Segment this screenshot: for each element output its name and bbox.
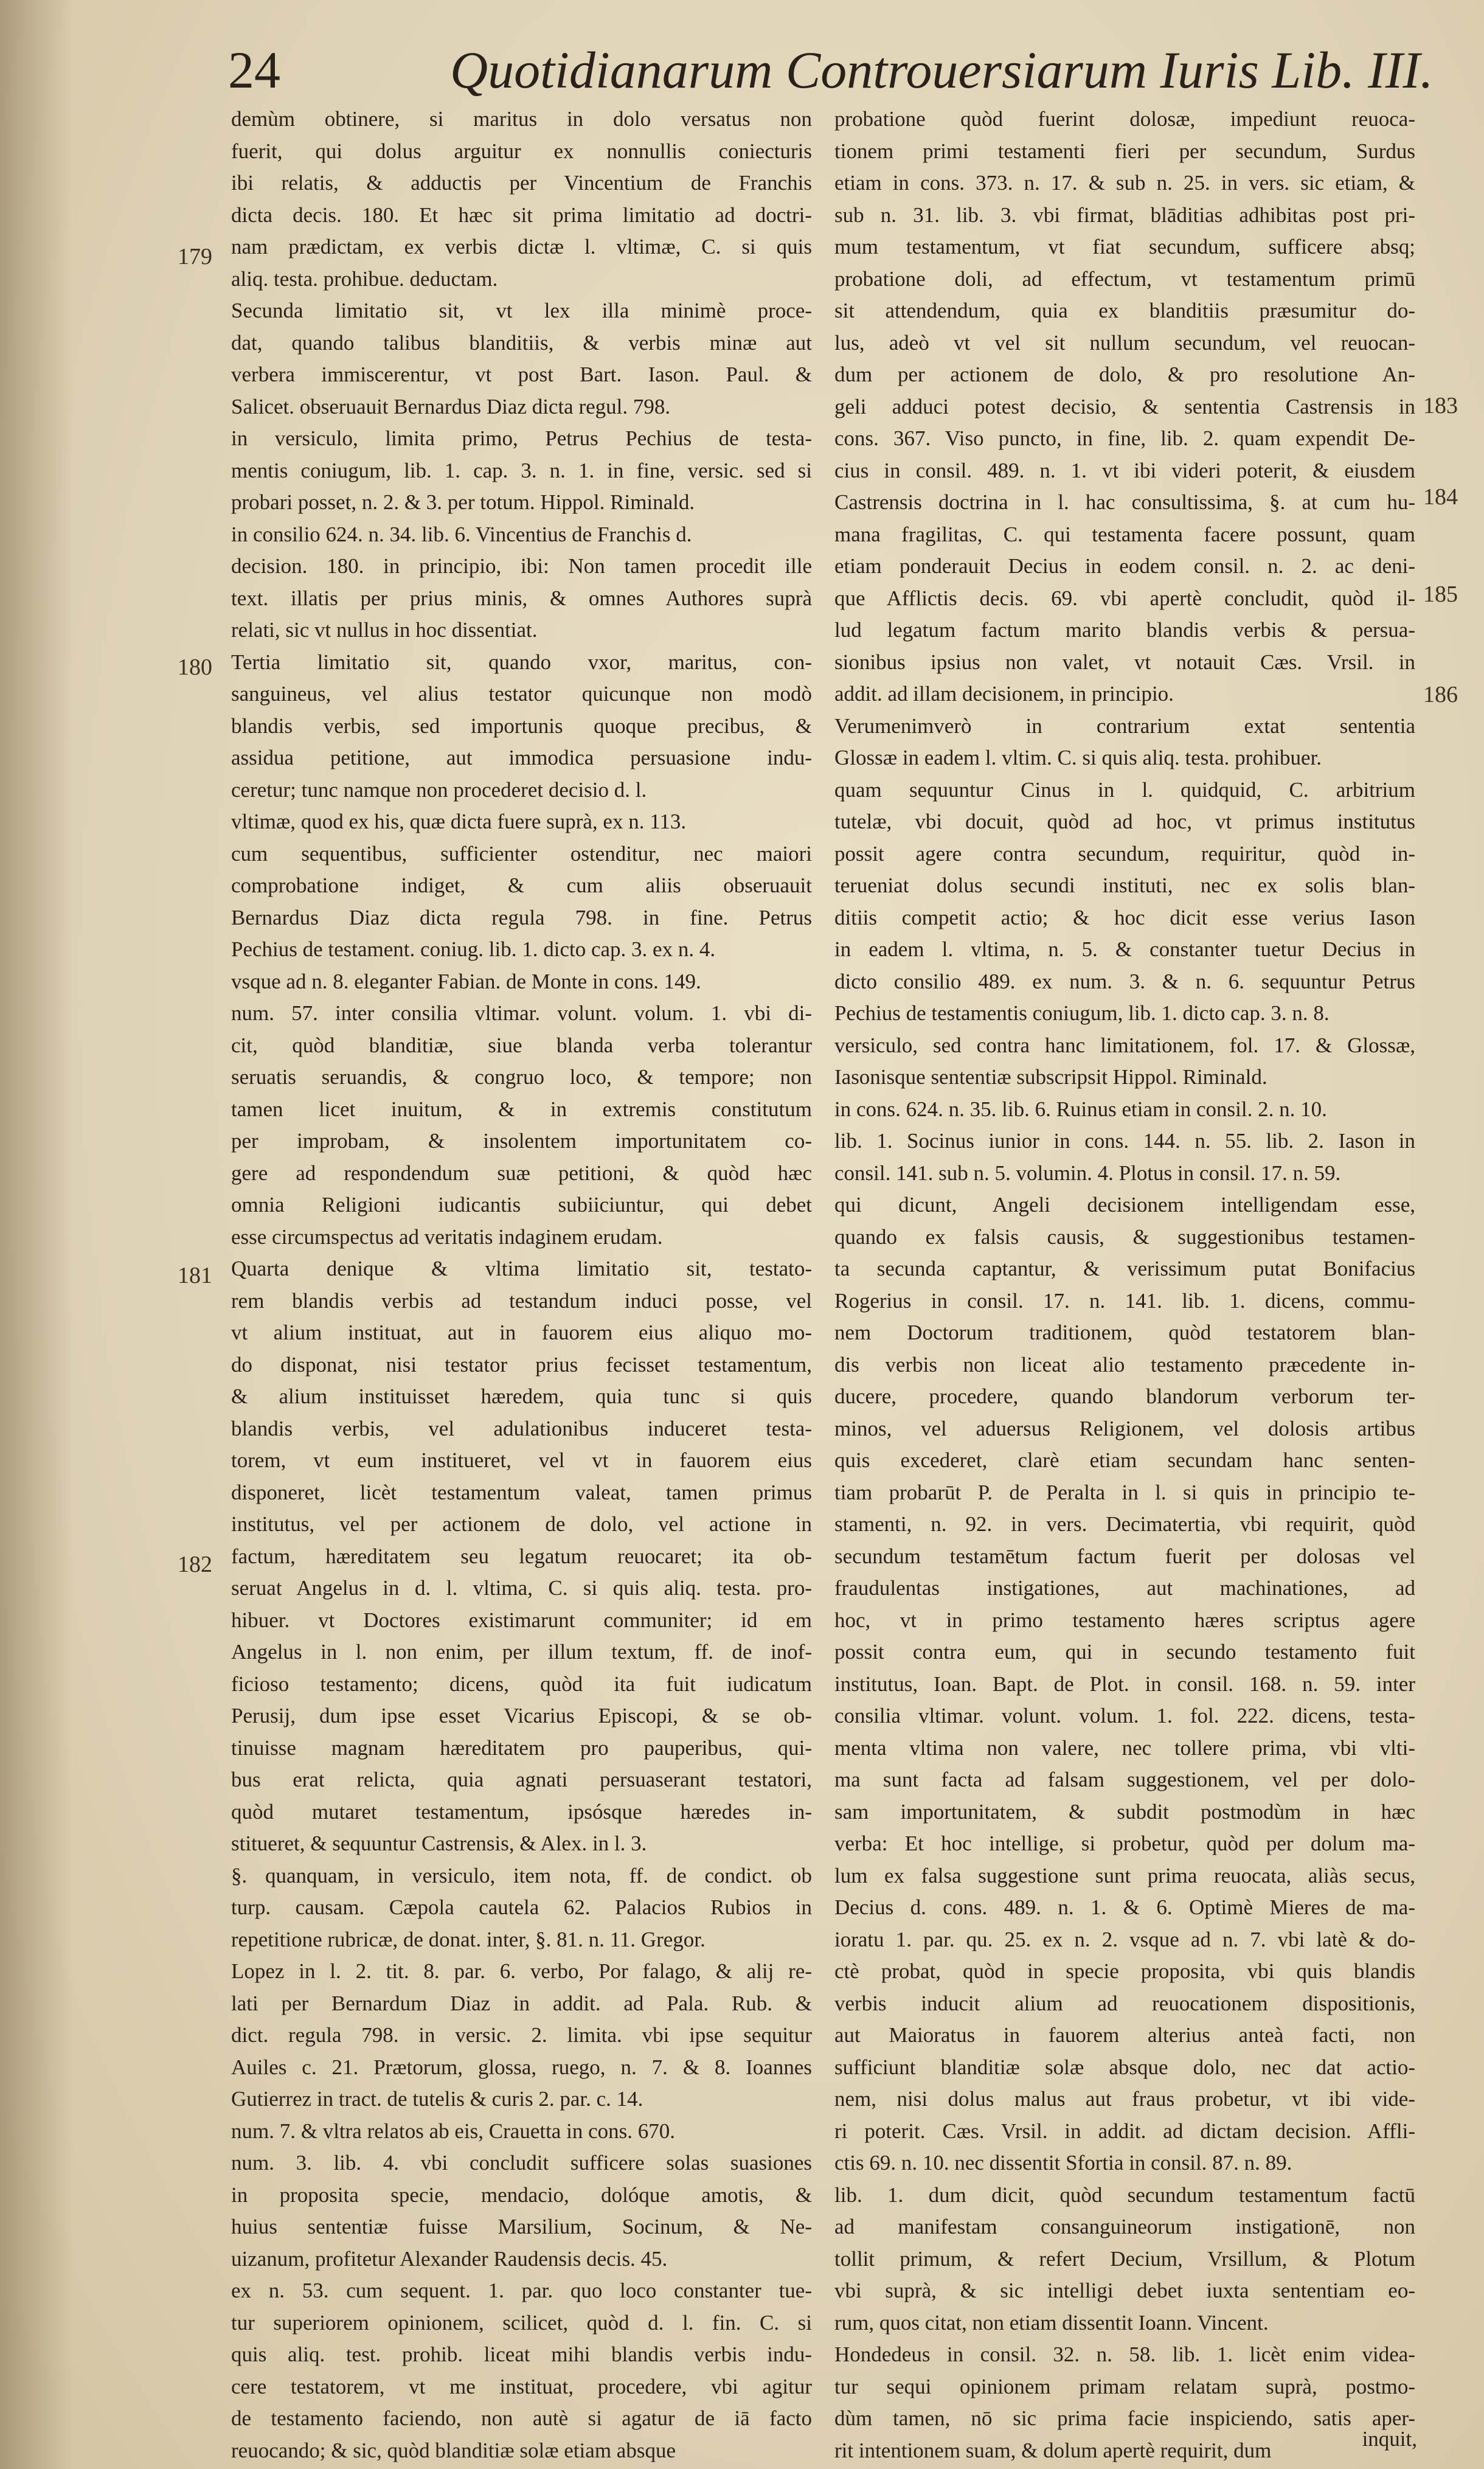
text-line: sionibus ipsius non valet, vt notauit Cæs. Vrsil. in bbox=[834, 650, 1415, 674]
text-line: nam prædictam, ex verbis dictæ l. vltimæ, C. si quis bbox=[231, 235, 812, 259]
text-line: tollit primum, & refert Decium, Vrsillum, & Plotum bbox=[834, 2246, 1415, 2271]
text-line: decision. 180. in principio, ibi: Non tamen procedit ille bbox=[231, 554, 812, 578]
margin-number-186: 186 bbox=[1423, 682, 1458, 707]
text-line: sam importunitatem, & subdit postmodùm in hæc bbox=[834, 1799, 1415, 1824]
text-line: de testamento faciendo, non autè si agatur de iā facto bbox=[231, 2406, 812, 2430]
text-line: dat, quando talibus blanditiis, & verbis minæ aut bbox=[231, 330, 812, 355]
margin-number-183: 183 bbox=[1423, 393, 1458, 418]
text-line: probatione doli, ad effectum, vt testamentum primū bbox=[834, 266, 1415, 291]
text-line: consil. 141. sub n. 5. volumin. 4. Plotus in consil. 17. n. 59. bbox=[834, 1161, 1341, 1185]
text-line: vsque ad n. 8. eleganter Fabian. de Monte in cons. 149. bbox=[231, 969, 701, 993]
text-line: aut Maioratus in fauorem alterius anteà facti, non bbox=[834, 2023, 1415, 2047]
text-line: in proposita specie, mendacio, dolóque amotis, & bbox=[231, 2183, 812, 2207]
text-line: do disponat, nisi testator prius fecisset testamentum, bbox=[231, 1352, 812, 1377]
text-line: torem, vt eum institueret, vel vt in fauorem eius bbox=[231, 1448, 812, 1472]
margin-number-179: 179 bbox=[178, 244, 212, 269]
text-line: aliq. testa. prohibue. deductam. bbox=[231, 266, 498, 291]
text-line: Iasonisque sententiæ subscripsit Hippol. Riminald. bbox=[834, 1065, 1267, 1089]
text-line: seruat Angelus in d. l. vltima, C. si quis aliq. testa. pro- bbox=[231, 1576, 812, 1600]
text-line: quis excederet, clarè etiam secundam hanc senten- bbox=[834, 1448, 1415, 1472]
text-line: secundum testamētum factum fuerit per dolosas vel bbox=[834, 1544, 1415, 1568]
text-line: lud legatum factum marito blandis verbis & persua- bbox=[834, 618, 1415, 642]
text-line: terueniat dolus secundi instituti, nec ex solis blan- bbox=[834, 873, 1415, 897]
text-line: dùm tamen, nō sic prima facie inspiciendo, satis aper- bbox=[834, 2406, 1415, 2430]
margin-number-185: 185 bbox=[1423, 582, 1458, 607]
text-line: assidua petitione, aut immodica persuasione indu- bbox=[231, 746, 812, 769]
text-line: vbi suprà, & sic intelligi debet iuxta sententiam eo- bbox=[834, 2279, 1415, 2302]
text-line: tutelæ, vbi docuit, quòd ad hoc, vt primus institutus bbox=[834, 810, 1415, 833]
text-line: in versiculo, limita primo, Petrus Pechius de testa- bbox=[231, 426, 812, 450]
text-line: Rogerius in consil. 17. n. 141. lib. 1. dicens, commu- bbox=[834, 1288, 1415, 1313]
text-line: ctè probat, quòd in specie proposita, vbi quis blandis bbox=[834, 1959, 1415, 1983]
text-line: qui dicunt, Angeli decisionem intelligendam esse, bbox=[834, 1193, 1415, 1217]
text-line: per improbam, & insolentem importunitatem co- bbox=[231, 1129, 812, 1153]
text-line: turp. causam. Cæpola cautela 62. Palacios Rubios in bbox=[231, 1895, 812, 1919]
text-line: Salicet. obseruauit Bernardus Diaz dicta regul. 798. bbox=[231, 394, 671, 418]
text-line: num. 3. lib. 4. vbi concludit sufficere solas suasiones bbox=[231, 2151, 812, 2175]
text-line: quando ex falsis causis, & suggestionibus testamen- bbox=[834, 1224, 1415, 1249]
text-line: ficioso testamento; dicens, quòd ita fuit iudicatum bbox=[231, 1672, 812, 1696]
text-line: cons. 367. Viso puncto, in fine, lib. 2. quam expendit De- bbox=[834, 426, 1415, 450]
text-line: comprobatione indiget, & cum aliis obseruauit bbox=[231, 873, 812, 897]
text-line: verbis inducit alium ad reuocationem dispositionis, bbox=[834, 1991, 1415, 2015]
text-line: lati per Bernardum Diaz in addit. ad Pala. Rub. & bbox=[231, 1991, 812, 2015]
text-line: addit. ad illam decisionem, in principio. bbox=[834, 682, 1174, 706]
text-line: in eadem l. vltima, n. 5. & constanter tuetur Decius in bbox=[834, 937, 1415, 961]
text-line: tionem primi testamenti fieri per secundum, Surdus bbox=[834, 139, 1415, 163]
text-line: lus, adeò vt vel sit nullum secundum, vel reuocan- bbox=[834, 330, 1415, 355]
margin-number-180: 180 bbox=[178, 655, 212, 680]
text-line: mum testamentum, vt fiat secundum, sufficere absq; bbox=[834, 235, 1415, 259]
text-line: tinuisse magnam hæreditatem pro pauperibus, qui- bbox=[231, 1735, 812, 1760]
text-line: menta vltima non valere, nec tollere prima, vbi vlti- bbox=[834, 1735, 1415, 1760]
text-line: mana fragilitas, C. qui testamenta facere possunt, quam bbox=[834, 522, 1415, 546]
text-line: ri poterit. Cæs. Vrsil. in addit. ad dictam decision. Affli- bbox=[834, 2119, 1415, 2143]
text-line: in cons. 624. n. 35. lib. 6. Ruinus etiam in consil. 2. n. 10. bbox=[834, 1097, 1327, 1121]
text-line: dicto consilio 489. ex num. 3. & n. 6. sequuntur Petrus bbox=[834, 969, 1415, 993]
text-line: stamenti, n. 92. in vers. Decimatertia, vbi requirit, quòd bbox=[834, 1512, 1415, 1536]
text-line: bus erat relicta, quia agnati persuaserant testatori, bbox=[231, 1768, 812, 1791]
text-line: demùm obtinere, si maritus in dolo versatus non bbox=[231, 107, 812, 131]
text-line: Verumenimverò in contrarium extat sententia bbox=[834, 714, 1415, 738]
text-line: ta secunda captantur, & verissimum putat Bonifacius bbox=[834, 1257, 1415, 1280]
text-line: quòd mutaret testamentum, ipsósque hæredes in- bbox=[231, 1799, 812, 1824]
text-line: fuerit, qui dolus arguitur ex nonnullis coniecturis bbox=[231, 139, 812, 163]
running-title: Quotidianarum Controuersiarum Iuris Lib. III. bbox=[450, 41, 1434, 99]
text-line: repetitione rubricæ, de donat. inter, §. 81. n. 11. Gregor. bbox=[231, 1927, 706, 1951]
text-line: Glossæ in eadem l. vltim. C. si quis aliq. testa. prohibuer. bbox=[834, 746, 1322, 769]
text-line: gere ad respondendum suæ petitioni, & quòd hæc bbox=[231, 1161, 812, 1185]
text-line: possit agere contra secundum, requiritur, quòd in- bbox=[834, 841, 1415, 866]
text-line: geli adduci potest decisio, & sententia Castrensis in bbox=[834, 394, 1415, 418]
text-line: Gutierrez in tract. de tutelis & curis 2. par. c. 14. bbox=[231, 2087, 643, 2111]
text-line: disponeret, licèt testamentum valeat, tamen primus bbox=[231, 1480, 812, 1504]
text-line: cere testatorem, vt me instituat, procedere, vbi agitur bbox=[231, 2374, 812, 2398]
text-line: Hondedeus in consil. 32. n. 58. lib. 1. licèt enim videa- bbox=[834, 2342, 1415, 2366]
text-line: tamen licet inuitum, & in extremis constitutum bbox=[231, 1097, 812, 1121]
text-line: hibuer. vt Doctores existimarunt communiter; id em bbox=[231, 1608, 812, 1632]
text-line: seruatis seruandis, & congruo loco, & tempore; non bbox=[231, 1065, 812, 1089]
text-line: ma sunt facta ad falsam suggestionem, vel per dolo- bbox=[834, 1768, 1415, 1791]
text-line: omnia Religioni iudicantis subiiciuntur, qui debet bbox=[231, 1193, 812, 1217]
text-line: relati, sic vt nullus in hoc dissentiat. bbox=[231, 618, 538, 642]
text-line: sub n. 31. lib. 3. vbi firmat, blāditias adhibitas post pri- bbox=[834, 203, 1415, 227]
margin-number-182: 182 bbox=[178, 1552, 212, 1577]
text-line: que Afflictis decis. 69. vbi apertè concludit, quòd il- bbox=[834, 586, 1415, 610]
text-line: verbera immiscerentur, vt post Bart. Iason. Paul. & bbox=[231, 363, 812, 386]
text-line: Perusij, dum ipse esset Vicarius Episcopi, & se ob- bbox=[231, 1704, 812, 1728]
text-line: ditiis competit actio; & hoc dicit esse verius Iason bbox=[834, 905, 1415, 929]
text-line: quis aliq. test. prohib. liceat mihi blandis verbis indu- bbox=[231, 2342, 812, 2366]
text-line: rum, quos citat, non etiam dissentit Ioann. Vincent. bbox=[834, 2310, 1269, 2335]
text-line: Quarta denique & vltima limitatio sit, testato- bbox=[231, 1257, 812, 1280]
text-line: mentis coniugum, lib. 1. cap. 3. n. 1. in fine, versic. sed si bbox=[231, 458, 812, 482]
text-line: sanguineus, vel alius testator quicunque non modò bbox=[231, 682, 812, 706]
margin-number-181: 181 bbox=[178, 1263, 212, 1288]
text-line: hoc, vt in primo testamento hæres scriptus agere bbox=[834, 1608, 1415, 1632]
text-line: Castrensis doctrina in l. hac consultissima, §. at cum hu- bbox=[834, 490, 1415, 514]
left-column bbox=[231, 103, 812, 2467]
text-line: ex n. 53. cum sequent. 1. par. quo loco constanter tue- bbox=[231, 2279, 812, 2302]
text-line: Decius d. cons. 489. n. 1. & 6. Optimè Mieres de ma- bbox=[834, 1895, 1415, 1919]
catchword: inquit, bbox=[1362, 2427, 1417, 2451]
text-line: Bernardus Diaz dicta regula 798. in fine. Petrus bbox=[231, 905, 812, 929]
text-line: reuocando; & sic, quòd blanditiæ solæ etiam absque bbox=[231, 2438, 676, 2462]
text-line: num. 57. inter consilia vltimar. volunt. volum. 1. vbi di- bbox=[231, 1001, 812, 1025]
text-line: nem, nisi dolus malus aut fraus probetur, vt ibi vide- bbox=[834, 2087, 1415, 2111]
text-line: ad manifestam consanguineorum instigationē, non bbox=[834, 2215, 1415, 2238]
text-line: rem blandis verbis ad testandum induci posse, vel bbox=[231, 1288, 812, 1313]
text-line: cum sequentibus, sufficienter ostenditur, nec maiori bbox=[231, 841, 812, 866]
text-line: fraudulentas instigationes, aut machinationes, ad bbox=[834, 1576, 1415, 1600]
text-line: rit intentionem suam, & dolum apertè requirit, dum bbox=[834, 2438, 1272, 2462]
text-line: quam sequuntur Cinus in l. quidquid, C. arbitrium bbox=[834, 777, 1415, 802]
text-line: verba: Et hoc intellige, si probetur, quòd per dolum ma- bbox=[834, 1832, 1415, 1855]
text-line: §. quanquam, in versiculo, item nota, ff. de condict. ob bbox=[231, 1863, 812, 1887]
text-line: tur superiorem opinionem, scilicet, quòd d. l. fin. C. si bbox=[231, 2310, 812, 2335]
text-line: uizanum, profitetur Alexander Raudensis decis. 45. bbox=[231, 2246, 668, 2271]
text-line: ctis 69. n. 10. nec dissentit Sfortia in consil. 87. n. 89. bbox=[834, 2151, 1292, 2175]
text-line: tur sequi opinionem primam relatam suprà, postmo- bbox=[834, 2374, 1415, 2398]
text-line: ioratu 1. par. qu. 25. ex n. 2. vsque ad n. 7. vbi latè & do- bbox=[834, 1927, 1415, 1951]
text-line: num. 7. & vltra relatos ab eis, Crauetta in cons. 670. bbox=[231, 2119, 675, 2143]
text-line: probari posset, n. 2. & 3. per totum. Hippol. Riminald. bbox=[231, 490, 695, 514]
text-line: in consilio 624. n. 34. lib. 6. Vincentius de Franchis d. bbox=[231, 522, 692, 546]
text-line: Pechius de testament. coniug. lib. 1. dicto cap. 3. ex n. 4. bbox=[231, 937, 716, 961]
text-line: huius sententiæ fuisse Marsilium, Socinum, & Ne- bbox=[231, 2215, 812, 2238]
text-line: possit contra eum, qui in secundo testamento fuit bbox=[834, 1640, 1415, 1664]
text-line: cit, quòd blanditiæ, siue blanda verba tolerantur bbox=[231, 1033, 812, 1057]
text-line: text. illatis per prius minis, & omnes Authores suprà bbox=[231, 586, 812, 610]
text-line: Auiles c. 21. Prætorum, glossa, ruego, n. 7. & 8. Ioannes bbox=[231, 2055, 812, 2079]
text-line: blandis verbis, sed importunis quoque precibus, & bbox=[231, 714, 812, 738]
text-line: dum per actionem de dolo, & pro resolutione An- bbox=[834, 363, 1415, 386]
text-line: Lopez in l. 2. tit. 8. par. 6. verbo, Por falago, & alij re- bbox=[231, 1959, 812, 1983]
text-line: vt alium instituat, aut in fauorem eius aliquo mo- bbox=[231, 1321, 812, 1344]
text-line: vltimæ, quod ex his, quæ dicta fuere suprà, ex n. 113. bbox=[231, 810, 687, 833]
margin-number-184: 184 bbox=[1423, 484, 1458, 510]
page-header bbox=[228, 33, 1434, 106]
text-line: lum ex falsa suggestione sunt prima reuocata, aliàs secus, bbox=[834, 1863, 1415, 1887]
text-line: Secunda limitatio sit, vt lex illa minimè proce- bbox=[231, 299, 812, 322]
text-line: ibi relatis, & adductis per Vincentium de Franchis bbox=[231, 171, 812, 195]
text-line: etiam in cons. 373. n. 17. & sub n. 25. in vers. sic etiam, & bbox=[834, 171, 1415, 195]
text-line: dicta decis. 180. Et hæc sit prima limitatio ad doctri- bbox=[231, 203, 812, 227]
text-line: tiam probarūt P. de Peralta in l. si quis in principio te- bbox=[834, 1480, 1415, 1504]
text-line: lib. 1. Socinus iunior in cons. 144. n. 55. lib. 2. Iason in bbox=[834, 1129, 1415, 1153]
text-line: consilia vltimar. volunt. volum. 1. fol. 222. dicens, testa- bbox=[834, 1704, 1415, 1728]
text-line: versiculo, sed contra hanc limitationem, fol. 17. & Glossæ, bbox=[834, 1033, 1415, 1057]
text-line: Pechius de testamentis coniugum, lib. 1. dicto cap. 3. n. 8. bbox=[834, 1001, 1330, 1025]
text-line: ducere, procedere, quando blandorum verborum ter- bbox=[834, 1384, 1415, 1408]
text-line: esse circumspectus ad veritatis indaginem erudam. bbox=[231, 1224, 663, 1249]
text-line: lib. 1. dum dicit, quòd secundum testamentum factū bbox=[834, 2183, 1415, 2207]
text-line: nem Doctorum traditionem, quòd testatorem blan- bbox=[834, 1321, 1415, 1344]
text-line: & alium instituisset hæredem, quia tunc si quis bbox=[231, 1384, 812, 1408]
text-line: institutus, vel per actionem de dolo, vel actione in bbox=[231, 1512, 812, 1536]
text-line: Angelus in l. non enim, per illum textum, ff. de inof- bbox=[231, 1640, 812, 1664]
page-number: 24 bbox=[228, 41, 280, 99]
text-line: dis verbis non liceat alio testamento præcedente in- bbox=[834, 1352, 1415, 1377]
binding-shadow bbox=[0, 0, 73, 2469]
text-line: stitueret, & sequuntur Castrensis, & Alex. in l. 3. bbox=[231, 1832, 647, 1855]
text-line: Tertia limitatio sit, quando vxor, maritus, con- bbox=[231, 650, 812, 674]
text-line: ceretur; tunc namque non procederet decisio d. l. bbox=[231, 777, 647, 802]
right-column bbox=[834, 103, 1415, 2467]
text-line: minos, vel aduersus Religionem, vel dolosis artibus bbox=[834, 1416, 1415, 1440]
text-line: sit attendendum, quia ex blanditiis præsumitur do- bbox=[834, 299, 1415, 322]
text-line: probatione quòd fuerint dolosæ, impediunt reuoca- bbox=[834, 107, 1415, 131]
text-line: institutus, Ioan. Bapt. de Plot. in consil. 168. n. 59. inter bbox=[834, 1672, 1415, 1696]
text-line: sufficiunt blanditiæ solæ absque dolo, nec dat actio- bbox=[834, 2055, 1415, 2079]
text-line: blandis verbis, vel adulationibus induceret testa- bbox=[231, 1416, 812, 1440]
text-line: cius in consil. 489. n. 1. vt ibi videri poterit, & eiusdem bbox=[834, 458, 1415, 482]
text-line: dict. regula 798. in versic. 2. limita. vbi ipse sequitur bbox=[231, 2023, 812, 2047]
text-line: etiam ponderauit Decius in eodem consil. n. 2. ac deni- bbox=[834, 554, 1415, 578]
text-line: factum, hæreditatem seu legatum reuocaret; ita ob- bbox=[231, 1544, 812, 1568]
